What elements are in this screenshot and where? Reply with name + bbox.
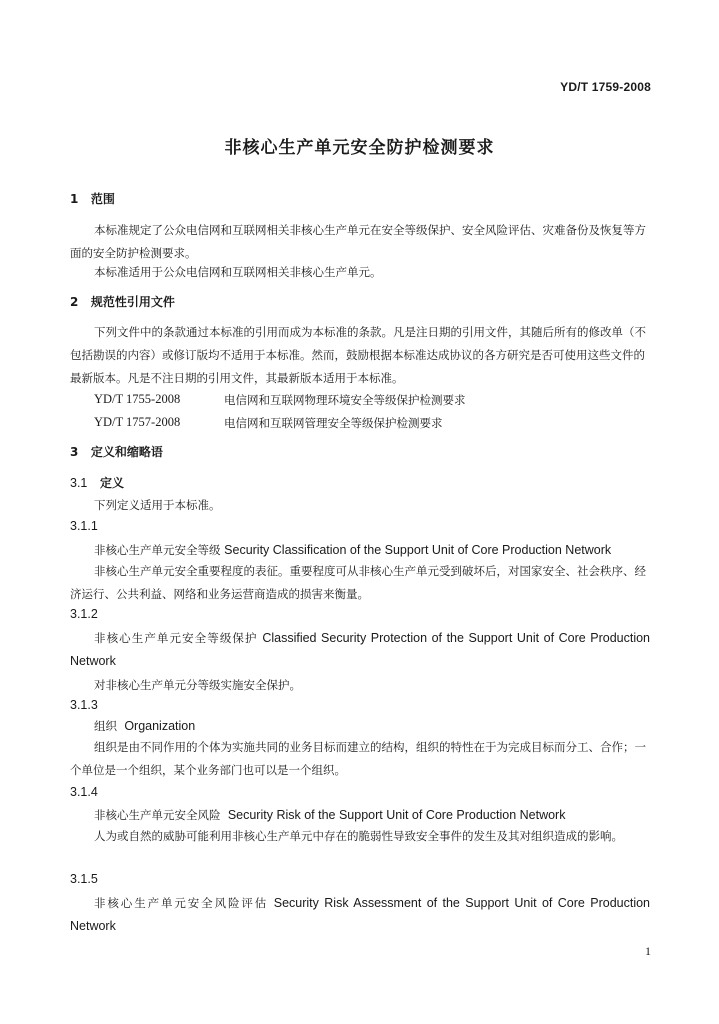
scope-paragraph-1: 本标准规定了公众电信网和互联网相关非核心生产单元在安全等级保护、安全风险评估、灾难备份及恢复等方面的安全防护检测要求。 bbox=[70, 223, 646, 260]
subsection-title: 定义 bbox=[99, 476, 124, 490]
scope-paragraph-2: 本标准适用于公众电信网和互联网相关非核心生产单元。 bbox=[94, 265, 382, 279]
definition-number: 3.1.2 bbox=[70, 607, 98, 621]
reference-title: 电信网和互联网物理环境安全等级保护检测要求 bbox=[224, 393, 466, 407]
term-english: Security Risk of the Support Unit of Core Production Network bbox=[227, 808, 566, 822]
definition-term bbox=[94, 718, 195, 734]
document-title: 非核心生产单元安全防护检测要求 bbox=[224, 138, 495, 158]
term-english: Classified Security Protection of the Support Unit of Core Production Network bbox=[70, 631, 651, 668]
section-title: 规范性引用文件 bbox=[90, 295, 175, 309]
section-title: 定义和缩略语 bbox=[90, 445, 163, 459]
term-chinese: 非核心生产单元安全风险 bbox=[94, 808, 221, 822]
section-heading-2 bbox=[70, 293, 175, 310]
reference-title: 电信网和互联网管理安全等级保护检测要求 bbox=[224, 416, 443, 430]
section-number: 1 bbox=[70, 192, 79, 206]
definition-text: 非核心生产单元安全重要程度的表征。重要程度可从非核心生产单元受到破坏后，对国家安全、社会秩序、经济运行、公共利益、网络和业务运营商造成的损害来衡量。 bbox=[70, 564, 646, 601]
definition-text: 对非核心生产单元分等级实施安全保护。 bbox=[94, 678, 301, 692]
definition-number: 3.1.3 bbox=[70, 698, 98, 712]
section-heading-3 bbox=[70, 443, 163, 460]
section-number: 3 bbox=[70, 445, 79, 459]
definition-term bbox=[70, 892, 650, 938]
definition-text: 人为或自然的威胁可能利用非核心生产单元中存在的脆弱性导致安全事件的发生及其对组织造成的影响。 bbox=[94, 829, 623, 843]
definition-text: 组织是由不同作用的个体为实施共同的业务目标而建立的结构，组织的特性在于为完成目标而分工、合作；一个单位是一个组织，某个业务部门也可以是一个组织。 bbox=[70, 740, 646, 777]
term-english: Security Classification of the Support Unit of Core Production Network bbox=[224, 543, 612, 557]
term-chinese: 组织 bbox=[94, 719, 117, 733]
page-number: 1 bbox=[645, 944, 651, 958]
definition-number: 3.1.4 bbox=[70, 785, 98, 799]
standard-number: YD/T 1759-2008 bbox=[560, 80, 651, 94]
section-title: 范围 bbox=[90, 192, 115, 206]
definition-term bbox=[94, 542, 611, 558]
reference-code: YD/T 1757-2008 bbox=[94, 415, 181, 429]
subsection-number: 3.1 bbox=[70, 476, 88, 490]
section-heading-1 bbox=[70, 190, 115, 207]
definition-number: 3.1.1 bbox=[70, 519, 98, 533]
term-chinese: 非核心生产单元安全等级 bbox=[94, 543, 221, 557]
section-number: 2 bbox=[70, 295, 79, 309]
definition-number: 3.1.5 bbox=[70, 872, 98, 886]
term-chinese: 非核心生产单元安全等级保护 bbox=[94, 631, 258, 645]
definitions-intro: 下列定义适用于本标准。 bbox=[94, 498, 221, 512]
references-paragraph: 下列文件中的条款通过本标准的引用而成为本标准的条款。凡是注日期的引用文件，其随后所有的修改单（不包括勘误的内容）或修订版均不适用于本标准。然而，鼓励根据本标准达成协议的各方研究是否可使用这些文件的最新版本。凡是不注日期的引用文件，其最新版本适用于本标准。 bbox=[70, 325, 646, 385]
reference-code: YD/T 1755-2008 bbox=[94, 392, 181, 406]
subsection-heading-3-1 bbox=[70, 474, 124, 491]
term-english: Security Risk Assessment of the Support Unit of Core Production Network bbox=[70, 896, 651, 933]
definition-term bbox=[70, 627, 650, 673]
term-english: Organization bbox=[124, 719, 196, 733]
definition-term bbox=[94, 807, 565, 823]
term-chinese: 非核心生产单元安全风险评估 bbox=[94, 896, 269, 910]
